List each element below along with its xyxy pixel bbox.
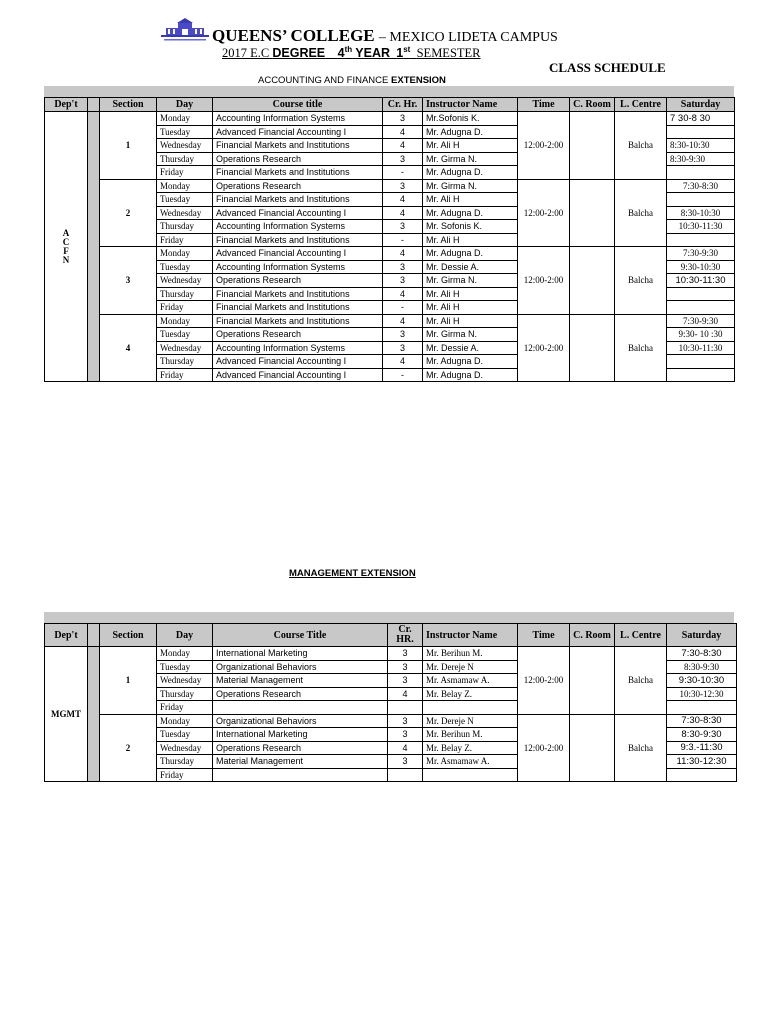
instructor-cell: Mr. Belay Z. <box>423 687 518 701</box>
credit-cell: 3 <box>383 328 423 342</box>
college-logo <box>160 18 210 44</box>
room-cell <box>570 179 615 247</box>
course-cell: Financial Markets and Institutions <box>213 287 383 301</box>
credit-cell: 4 <box>383 125 423 139</box>
credit-cell: - <box>383 233 423 247</box>
col-course: Course title <box>213 98 383 112</box>
credit-cell: - <box>383 301 423 315</box>
acfn-heading <box>258 75 446 86</box>
saturday-cell <box>667 233 735 247</box>
instructor-cell: Mr. Adugna D. <box>423 355 518 369</box>
day-cell: Tuesday <box>157 660 213 674</box>
degree-label: DEGREE <box>272 46 326 61</box>
day-cell: Wednesday <box>157 139 213 153</box>
credit-cell: 3 <box>388 714 423 728</box>
campus-name: – MEXICO LIDETA CAMPUS <box>378 30 558 45</box>
room-cell <box>570 647 615 715</box>
col-section: Section <box>100 98 157 112</box>
credit-cell: 4 <box>383 139 423 153</box>
col-section: Section <box>100 624 157 647</box>
col-dept: Dep't <box>45 624 88 647</box>
program-subtitle <box>222 45 481 61</box>
instructor-cell: Mr. Dessie A. <box>423 341 518 355</box>
credit-cell: 3 <box>383 112 423 126</box>
college-title <box>212 26 558 46</box>
credit-cell <box>388 768 423 782</box>
mgmt-schedule-table <box>44 623 737 782</box>
acfn-heading-prefix: ACCOUNTING AND FINANCE <box>258 75 389 86</box>
instructor-cell: Mr. Dereje N <box>423 660 518 674</box>
course-cell: Operations Research <box>213 687 388 701</box>
day-cell: Friday <box>157 233 213 247</box>
credit-cell: 3 <box>383 179 423 193</box>
dept-name: MGMT <box>51 708 81 719</box>
section-number: 2 <box>100 714 157 782</box>
credit-cell: 4 <box>388 687 423 701</box>
course-cell: Operations Research <box>213 179 383 193</box>
instructor-cell: Mr. Ali H <box>423 287 518 301</box>
semester-suffix: st <box>403 45 411 54</box>
credit-cell: 3 <box>388 647 423 661</box>
day-cell: Thursday <box>157 220 213 234</box>
col-time: Time <box>518 624 570 647</box>
col-time: Time <box>518 98 570 112</box>
col-instructor: Instructor Name <box>423 624 518 647</box>
col-saturday: Saturday <box>667 624 737 647</box>
day-cell: Thursday <box>157 287 213 301</box>
credit-cell: 4 <box>383 314 423 328</box>
saturday-cell <box>667 193 735 207</box>
credit-cell <box>388 701 423 715</box>
table-row <box>45 247 735 261</box>
day-cell: Monday <box>157 314 213 328</box>
instructor-cell: Mr. Asmamaw A. <box>423 674 518 688</box>
instructor-cell: Mr. Ali H <box>423 314 518 328</box>
mgmt-heading-prefix: MANAGEMENT <box>289 568 359 579</box>
saturday-cell: 10:30-12:30 <box>667 687 737 701</box>
table-row <box>45 647 737 661</box>
day-cell: Friday <box>157 301 213 315</box>
credit-cell: - <box>383 166 423 180</box>
course-cell: Operations Research <box>213 741 388 755</box>
instructor-cell: Mr. Berihun M. <box>423 728 518 742</box>
course-cell: Financial Markets and Institutions <box>213 139 383 153</box>
col-spacer <box>88 98 100 112</box>
saturday-cell <box>667 301 735 315</box>
course-cell: Advanced Financial Accounting I <box>213 125 383 139</box>
instructor-cell: Mr. Ali H <box>423 193 518 207</box>
course-cell: Organizational Behaviors <box>213 660 388 674</box>
course-cell: Advanced Financial Accounting I <box>213 247 383 261</box>
col-credit: Cr. HR. <box>388 624 423 647</box>
course-cell: Financial Markets and Institutions <box>213 193 383 207</box>
instructor-cell: Mr. Girma N. <box>423 274 518 288</box>
saturday-cell <box>667 166 735 180</box>
day-cell: Tuesday <box>157 193 213 207</box>
day-cell: Thursday <box>157 355 213 369</box>
col-spacer <box>88 624 100 647</box>
instructor-cell: Mr. Adugna D. <box>423 166 518 180</box>
saturday-cell <box>667 125 735 139</box>
credit-cell: 4 <box>388 741 423 755</box>
credit-cell: 4 <box>383 206 423 220</box>
course-cell: Accounting Information Systems <box>213 341 383 355</box>
course-cell: Material Management <box>213 674 388 688</box>
semester-word: SEMESTER <box>416 46 481 61</box>
instructor-cell: Mr. Ali H <box>423 139 518 153</box>
credit-cell: 3 <box>388 728 423 742</box>
year-number: 4 <box>337 46 345 61</box>
mgmt-top-band <box>44 612 734 623</box>
centre-cell: Balcha <box>615 247 667 315</box>
time-cell: 12:00-2:00 <box>518 314 570 382</box>
dept-letter: A <box>62 227 70 238</box>
spacer-cell <box>88 647 100 782</box>
col-credit: Cr. Hr. <box>383 98 423 112</box>
course-cell: Financial Markets and Institutions <box>213 233 383 247</box>
day-cell: Wednesday <box>157 274 213 288</box>
saturday-cell <box>667 355 735 369</box>
credit-cell: 3 <box>388 674 423 688</box>
instructor-cell: Mr. Belay Z. <box>423 741 518 755</box>
day-cell: Wednesday <box>157 674 213 688</box>
course-cell <box>213 768 388 782</box>
acfn-header-row <box>45 98 735 112</box>
saturday-cell <box>667 368 735 382</box>
table-row <box>45 314 735 328</box>
credit-cell: 3 <box>383 152 423 166</box>
saturday-cell: 7:30-8:30 <box>667 714 737 728</box>
day-cell: Tuesday <box>157 728 213 742</box>
section-number: 1 <box>100 647 157 715</box>
day-cell: Monday <box>157 179 213 193</box>
instructor-cell: Mr. Adugna D. <box>423 125 518 139</box>
day-cell: Friday <box>157 368 213 382</box>
day-cell: Monday <box>157 112 213 126</box>
table-row <box>45 112 735 126</box>
course-cell: Accounting Information Systems <box>213 260 383 274</box>
class-schedule-label: CLASS SCHEDULE <box>549 60 666 75</box>
saturday-cell: 9:30-10:30 <box>667 260 735 274</box>
room-cell <box>570 247 615 315</box>
mgmt-header-row <box>45 624 737 647</box>
centre-cell: Balcha <box>615 714 667 782</box>
credit-cell: 3 <box>383 260 423 274</box>
course-cell: Operations Research <box>213 152 383 166</box>
day-cell: Monday <box>157 247 213 261</box>
col-saturday: Saturday <box>667 98 735 112</box>
dept-letter: F <box>63 245 69 256</box>
instructor-cell: Mr. Ali H <box>423 233 518 247</box>
time-cell: 12:00-2:00 <box>518 247 570 315</box>
saturday-cell <box>667 287 735 301</box>
dept-letter: C <box>62 236 70 247</box>
saturday-cell: 10:30-11:30 <box>667 341 735 355</box>
saturday-cell: 7:30-9:30 <box>667 247 735 261</box>
credit-cell: 3 <box>388 755 423 769</box>
acfn-top-band <box>44 86 734 97</box>
instructor-cell: Mr. Adugna D. <box>423 368 518 382</box>
course-cell: Accounting Information Systems <box>213 220 383 234</box>
day-cell: Friday <box>157 768 213 782</box>
instructor-cell: Mr. Ali H <box>423 301 518 315</box>
day-cell: Thursday <box>157 152 213 166</box>
instructor-cell: Mr. Dereje N <box>423 714 518 728</box>
col-centre: L. Centre <box>615 98 667 112</box>
saturday-cell: 7:30-8:30 <box>667 647 737 661</box>
time-cell: 12:00-2:00 <box>518 179 570 247</box>
spacer-cell <box>88 112 100 382</box>
time-cell: 12:00-2:00 <box>518 647 570 715</box>
col-course: Course Title <box>213 624 388 647</box>
credit-cell: 3 <box>388 660 423 674</box>
section-number: 3 <box>100 247 157 315</box>
instructor-cell: Mr. Berihun M. <box>423 647 518 661</box>
credit-cell: 4 <box>383 247 423 261</box>
credit-cell: 3 <box>383 220 423 234</box>
instructor-cell: Mr. Asmamaw A. <box>423 755 518 769</box>
centre-cell: Balcha <box>615 314 667 382</box>
year-word: YEAR <box>355 46 391 61</box>
saturday-cell: 7:30-8:30 <box>667 179 735 193</box>
saturday-cell: 8:30-10:30 <box>667 139 735 153</box>
centre-cell: Balcha <box>615 179 667 247</box>
college-name: QUEENS’ COLLEGE <box>212 26 375 45</box>
credit-cell: 3 <box>383 341 423 355</box>
section-number: 2 <box>100 179 157 247</box>
instructor-cell: Mr. Girma N. <box>423 328 518 342</box>
day-cell: Tuesday <box>157 260 213 274</box>
credit-cell: 4 <box>383 287 423 301</box>
saturday-cell: 7:30-9:30 <box>667 314 735 328</box>
saturday-cell: 11:30-12:30 <box>667 755 737 769</box>
instructor-cell: Mr. Adugna D. <box>423 247 518 261</box>
mgmt-heading-ext: EXTENSION <box>360 568 416 579</box>
day-cell: Tuesday <box>157 328 213 342</box>
saturday-cell: 7 30-8 30 <box>667 112 735 126</box>
course-cell: Organizational Behaviors <box>213 714 388 728</box>
section-number: 4 <box>100 314 157 382</box>
course-cell: Advanced Financial Accounting I <box>213 355 383 369</box>
course-cell: Financial Markets and Institutions <box>213 301 383 315</box>
dept-letter: N <box>62 254 70 265</box>
instructor-cell: Mr.Sofonis K. <box>423 112 518 126</box>
table-row <box>45 714 737 728</box>
acfn-heading-ext: EXTENSION <box>391 75 446 86</box>
day-cell: Friday <box>157 701 213 715</box>
col-room: C. Room <box>570 98 615 112</box>
course-cell: Operations Research <box>213 328 383 342</box>
credit-cell: - <box>383 368 423 382</box>
acfn-schedule-table <box>44 97 735 382</box>
day-cell: Wednesday <box>157 741 213 755</box>
day-cell: Friday <box>157 166 213 180</box>
saturday-cell: 8:30-9:30 <box>667 660 737 674</box>
col-instructor: Instructor Name <box>423 98 518 112</box>
col-day: Day <box>157 98 213 112</box>
semester-number: 1 <box>396 46 404 61</box>
course-cell <box>213 701 388 715</box>
instructor-cell: Mr. Adugna D. <box>423 206 518 220</box>
time-cell: 12:00-2:00 <box>518 714 570 782</box>
saturday-cell: 8:30-10:30 <box>667 206 735 220</box>
instructor-cell <box>423 701 518 715</box>
saturday-cell: 10:30-11:30 <box>667 220 735 234</box>
saturday-cell: 9:3.-11:30 <box>667 741 737 755</box>
centre-cell: Balcha <box>615 647 667 715</box>
col-dept: Dep't <box>45 98 88 112</box>
time-cell: 12:00-2:00 <box>518 112 570 180</box>
col-day: Day <box>157 624 213 647</box>
course-cell: Material Management <box>213 755 388 769</box>
saturday-cell <box>667 768 737 782</box>
room-cell <box>570 314 615 382</box>
mgmt-heading <box>289 568 416 579</box>
year-suffix: th <box>344 45 353 54</box>
dept-cell <box>45 112 88 382</box>
course-cell: Financial Markets and Institutions <box>213 166 383 180</box>
instructor-cell: Mr. Girma N. <box>423 152 518 166</box>
col-room: C. Room <box>570 624 615 647</box>
course-cell: Financial Markets and Institutions <box>213 314 383 328</box>
table-row <box>45 179 735 193</box>
room-cell <box>570 714 615 782</box>
saturday-cell: 8:30-9:30 <box>667 728 737 742</box>
col-centre: L. Centre <box>615 624 667 647</box>
credit-cell: 3 <box>383 274 423 288</box>
day-cell: Wednesday <box>157 206 213 220</box>
instructor-cell <box>423 768 518 782</box>
year-prefix: 2017 E.C <box>222 46 270 61</box>
course-cell: Advanced Financial Accounting I <box>213 368 383 382</box>
day-cell: Thursday <box>157 755 213 769</box>
course-cell: Operations Research <box>213 274 383 288</box>
instructor-cell: Mr. Girma N. <box>423 179 518 193</box>
course-cell: International Marketing <box>213 647 388 661</box>
room-cell <box>570 112 615 180</box>
saturday-cell: 8:30-9:30 <box>667 152 735 166</box>
instructor-cell: Mr. Dessie A. <box>423 260 518 274</box>
course-cell: International Marketing <box>213 728 388 742</box>
course-cell: Accounting Information Systems <box>213 112 383 126</box>
day-cell: Tuesday <box>157 125 213 139</box>
day-cell: Wednesday <box>157 341 213 355</box>
centre-cell: Balcha <box>615 112 667 180</box>
credit-cell: 4 <box>383 193 423 207</box>
saturday-cell: 9:30- 10 :30 <box>667 328 735 342</box>
saturday-cell: 10:30-11:30 <box>667 274 735 288</box>
day-cell: Thursday <box>157 687 213 701</box>
dept-cell <box>45 647 88 782</box>
saturday-cell: 9:30-10:30 <box>667 674 737 688</box>
day-cell: Monday <box>157 714 213 728</box>
course-cell: Advanced Financial Accounting I <box>213 206 383 220</box>
day-cell: Monday <box>157 647 213 661</box>
section-number: 1 <box>100 112 157 180</box>
credit-cell: 4 <box>383 355 423 369</box>
instructor-cell: Mr. Sofonis K. <box>423 220 518 234</box>
saturday-cell <box>667 701 737 715</box>
